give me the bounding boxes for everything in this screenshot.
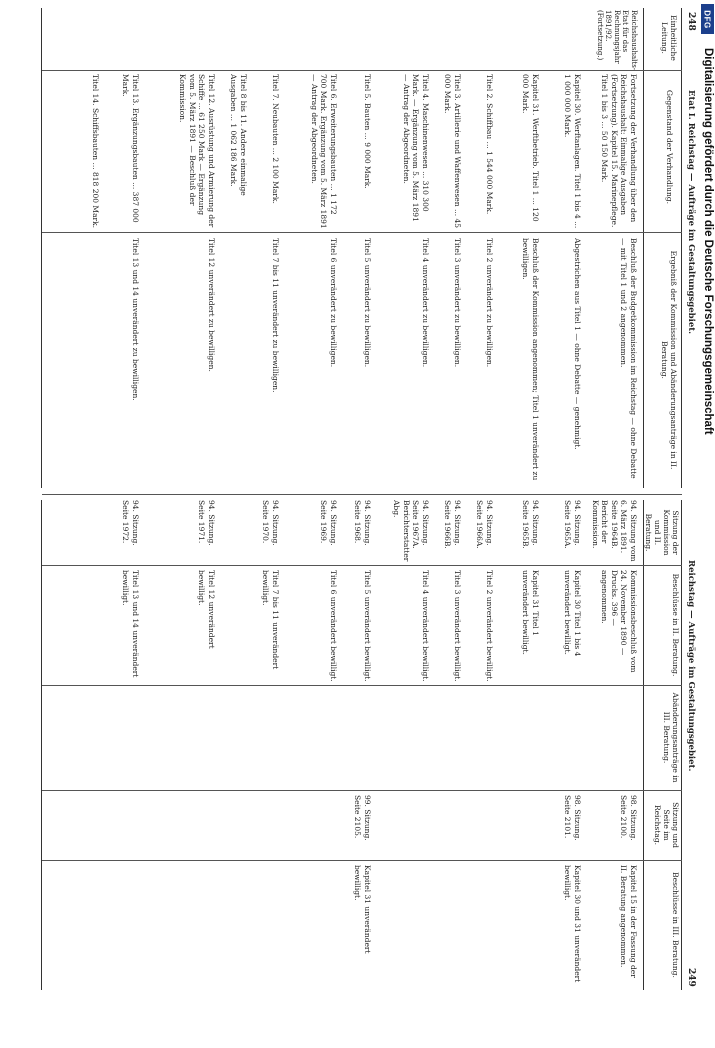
left-row-result: Titel 4 unverändert zu bewilligen. xyxy=(421,238,430,368)
left-row-result: Titel 2 unverändert zu bewilligen. xyxy=(485,238,494,368)
right-row-session3: 98. Sitzung. Seite 2100. xyxy=(619,795,638,841)
right-row-decision3: Kapitel 15 in der Fassung der II. Beratung angenommen. xyxy=(619,865,638,978)
right-row-session3: 98. Sitzung. Seite 2101. xyxy=(563,795,582,841)
left-row-result: Beschluß der Kommission angenommen; Titel 1 unverändert zu bewilligen. xyxy=(521,238,540,481)
right-col3-header: Abänderungsanträge in III. Beratung. xyxy=(662,692,680,783)
left-row-subject: Titel 2. Schiffbau ... 1 544 000 Mark. xyxy=(485,74,494,215)
dfg-logo xyxy=(701,4,714,34)
side-note-line: 1891/92. xyxy=(604,10,613,42)
left-row-result: Beschluß der Budgetkommission im Reichstag — ohne Debatte — mit Titel 1 und 2 angenommen. xyxy=(619,238,638,479)
right-row-decision: Titel 12 unverändert bewilligt. xyxy=(197,570,216,649)
left-row-result: Titel 6 unverändert zu bewilligen. xyxy=(329,238,338,368)
left-row-subject: Titel 8 bis 11. Andere einmalige Ausgaben ... 1 062 186 Mark. xyxy=(229,74,248,196)
right-row-decision3: Kapitel 31 unverändert bewilligt. xyxy=(353,865,372,954)
left-row-subject: Titel 4. Maschinenwesen ... 310 300 Mark. — Ergänzung vom 5. März 1891 — Antrag der Abgeordneten. xyxy=(402,74,430,222)
right-row-decision: Kommissionsbeschluß vom 24. November 1890 — Drucks. 396 — angenommen. xyxy=(600,570,638,673)
right-row-session: 94. Sitzung. Seite 1967A. Berichterstatter Abg. xyxy=(392,500,430,562)
page-number-right: 249 xyxy=(686,968,696,987)
right-row-decision: Titel 5 unverändert bewilligt. xyxy=(363,570,372,682)
running-head-right: Reichstag — Aufträge im Gestaltungsgebiet. xyxy=(686,560,696,772)
right-row-decision: Titel 2 unverändert bewilligt. xyxy=(485,570,494,682)
page-number-left: 248 xyxy=(686,12,696,31)
left-row-subject: Titel 12. Ausrüstung und Armierung der Schiffe ... 61 250 Mark — Ergänzung vom 5. März 1891 — Beschluß der Kommission. xyxy=(178,74,216,228)
left-row-subject: Titel 13. Ergänzungsbauten ... 387 000 Mark. xyxy=(121,74,140,223)
right-row-session: 94. Sitzung. Seite 1972. xyxy=(121,500,140,546)
dfg-banner xyxy=(700,0,715,1000)
side-note-line: Etat für das xyxy=(621,10,630,53)
running-head-left: Etat I. Reichstag — Aufträge im Gestaltungsgebiet. xyxy=(686,90,696,335)
right-row-session: 94. Sitzung vom 6. März 1891. Seite 1964B. Bericht der Kommission. xyxy=(591,500,638,562)
right-row-session: 94. Sitzung. Seite 1968. xyxy=(353,500,372,546)
left-row-result: Titel 5 unverändert zu bewilligen. xyxy=(363,238,372,368)
left-row-result: Titel 12 unverändert zu bewilligen. xyxy=(207,238,216,372)
right-col1-header: Sitzung der Kommission und II. Beratung. xyxy=(644,509,680,556)
left-row-subject: Titel 6. Erweiterungsbauten ... 1 172 700 Mark. Ergänzung vom 5. März 1891 — Antrag der Abgeordneten. xyxy=(310,74,338,229)
right-col5-header: Beschlüsse in III. Beratung. xyxy=(671,872,680,978)
right-row-session: 94. Sitzung. Seite 1966B. xyxy=(443,500,462,549)
left-row-result: Titel 3 unverändert zu bewilligen. xyxy=(453,238,462,368)
dfg-banner-text: Digitalisierung gefördert durch die Deutsche Forschungsgemeinschaft xyxy=(702,48,714,435)
right-row-session: 94. Sitzung. Seite 1971. xyxy=(197,500,216,546)
side-note-line: Reichshaushalts- xyxy=(630,10,638,71)
side-note-line: (Fortsetzung.) xyxy=(596,10,604,61)
left-row-subject: Fortsetzung der Verhandlung über den Reichshaushalt: Einmalige Ausgaben (Fortsetzung). Kapitel 15. Marinepflege. Titel 1 bis 3 ... 50 150 Mark. xyxy=(600,74,638,228)
right-row-session3: 99. Sitzung. Seite 2105. xyxy=(353,795,372,841)
left-row-subject: Titel 3. Artillerie und Waffenwesen ... 45 000 Mark. xyxy=(443,74,462,229)
left-row-result: Titel 13 und 14 unverändert zu bewilligen. xyxy=(131,238,140,401)
left-row-result: Titel 7 bis 11 unverändert zu bewilligen. xyxy=(271,238,280,393)
right-row-decision: Titel 3 unverändert bewilligt. xyxy=(453,570,462,682)
side-note-line: Rechnungsjahr xyxy=(613,10,621,64)
right-col2-header: Beschlüsse in II. Beratung. xyxy=(671,573,680,677)
dfg-logo-text: DFG xyxy=(703,9,713,29)
right-row-session: 94. Sitzung. Seite 1965B. xyxy=(521,500,540,549)
right-row-decision: Titel 7 bis 11 unverändert bewilligt. xyxy=(261,570,280,670)
left-row-subject: Titel 7. Neubauten ... 2 100 Mark. xyxy=(271,74,280,204)
right-row-session: 94. Sitzung. Seite 1965A. xyxy=(563,500,582,549)
left-side-note xyxy=(596,10,639,70)
left-row-subject: Titel 5. Bauten ... 9 000 Mark. xyxy=(363,74,372,189)
left-col1-header: Einheitliche Leitung. xyxy=(660,15,678,61)
left-row-subject: Kapitel 30. Werftanlagen. Titel 1 bis 4 ... 1 000 000 Mark. xyxy=(563,74,582,229)
right-row-decision: Kapitel 30 Titel 1 bis 4 unverändert bewilligt. xyxy=(563,570,582,657)
right-row-decision: Titel 13 und 14 unverändert bewilligt. xyxy=(121,570,140,678)
left-col2-header: Gegenstand der Verhandlung. xyxy=(665,90,674,204)
left-row-subject: Kapitel 31. Werftbetrieb. Titel 1 ... 120 000 Mark. xyxy=(521,74,540,222)
right-row-decision: Kapitel 31 Titel 1 unverändert bewilligt. xyxy=(521,570,540,655)
left-col3-header: Ergebniß der Kommission und Abänderungsanträge in II. Beratung. xyxy=(660,250,678,470)
right-row-session: 94. Sitzung. Seite 1966A. xyxy=(475,500,494,549)
right-row-decision3: Kapitel 30 und 31 unverändert bewilligt. xyxy=(563,865,582,983)
left-row-subject: Titel 14. Schiffsbauten ... 818 200 Mark. xyxy=(91,74,100,229)
right-row-decision: Titel 4 unverändert bewilligt. xyxy=(421,570,430,682)
left-row-result: Abgestrichen aus Titel 1 — ohne Debatte — genehmigt. xyxy=(573,238,582,450)
right-row-session: 94. Sitzung. Seite 1969. xyxy=(319,500,338,546)
right-col4-header: Sitzung und Seite im Reichstag. xyxy=(653,802,680,848)
right-row-decision: Titel 6 unverändert bewilligt. xyxy=(329,570,338,682)
right-row-session: 94. Sitzung. Seite 1970. xyxy=(261,500,280,546)
